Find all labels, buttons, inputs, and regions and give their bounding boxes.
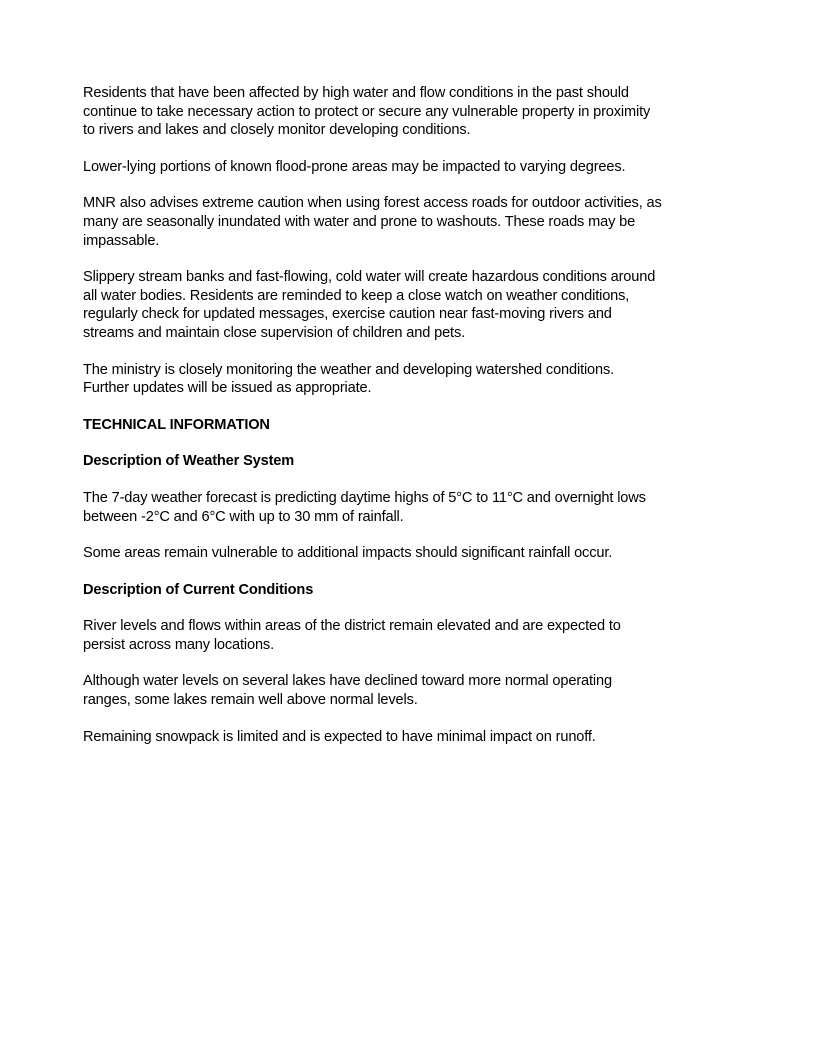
paragraph-forest-roads: [83, 194, 743, 250]
paragraph-vulnerable-areas: [83, 544, 743, 563]
heading-technical-information: TECHNICAL INFORMATION: [83, 416, 270, 433]
text-line: Slippery stream banks and fast-flowing, cold water will create hazardous conditions around: [83, 269, 656, 286]
text-line: all water bodies. Residents are reminded to keep a close watch on weather conditions,: [83, 287, 630, 304]
text-line: to rivers and lakes and closely monitor developing conditions.: [83, 122, 471, 139]
paragraph-hazardous-conditions: [83, 268, 743, 342]
text-line: Although water levels on several lakes have declined toward more normal operating: [83, 673, 612, 690]
text-line: Remaining snowpack is limited and is expected to have minimal impact on runoff.: [83, 728, 596, 745]
heading-current-conditions: Description of Current Conditions: [83, 581, 314, 598]
text-line: The 7-day weather forecast is predicting daytime highs of 5°C to 11°C and overnight lows: [83, 489, 646, 506]
document-page: [83, 84, 743, 764]
paragraph-ministry-monitoring: [83, 361, 743, 398]
text-line: between -2°C and 6°C with up to 30 mm of rainfall.: [83, 508, 404, 525]
text-line: River levels and flows within areas of the district remain elevated and are expected to: [83, 618, 621, 635]
text-line: Lower-lying portions of known flood-prone areas may be impacted to varying degrees.: [83, 158, 626, 175]
paragraph-lake-levels: [83, 672, 743, 709]
text-line: MNR also advises extreme caution when using forest access roads for outdoor activities, as: [83, 195, 662, 212]
paragraph-river-levels: [83, 617, 743, 654]
heading-weather-system: Description of Weather System: [83, 453, 295, 470]
text-line: regularly check for updated messages, exercise caution near fast-moving rivers and: [83, 306, 612, 323]
text-line: persist across many locations.: [83, 636, 274, 653]
text-line: Further updates will be issued as appropriate.: [83, 380, 372, 397]
text-line: The ministry is closely monitoring the weather and developing watershed conditions.: [83, 361, 615, 378]
text-line: Residents that have been affected by high water and flow conditions in the past should: [83, 85, 629, 101]
paragraph-residents-advice: [83, 84, 743, 140]
text-line: streams and maintain close supervision of children and pets.: [83, 324, 465, 341]
paragraph-weather-forecast: [83, 489, 743, 526]
paragraph-snowpack: [83, 728, 743, 747]
text-line: Some areas remain vulnerable to additional impacts should significant rainfall occur.: [83, 545, 613, 562]
text-line: continue to take necessary action to protect or secure any vulnerable property in proximity: [83, 103, 651, 120]
text-line: many are seasonally inundated with water and prone to washouts. These roads may be: [83, 213, 636, 230]
text-line: ranges, some lakes remain well above normal levels.: [83, 692, 418, 709]
text-line: impassable.: [83, 232, 160, 249]
paragraph-flood-prone-areas: [83, 158, 743, 177]
